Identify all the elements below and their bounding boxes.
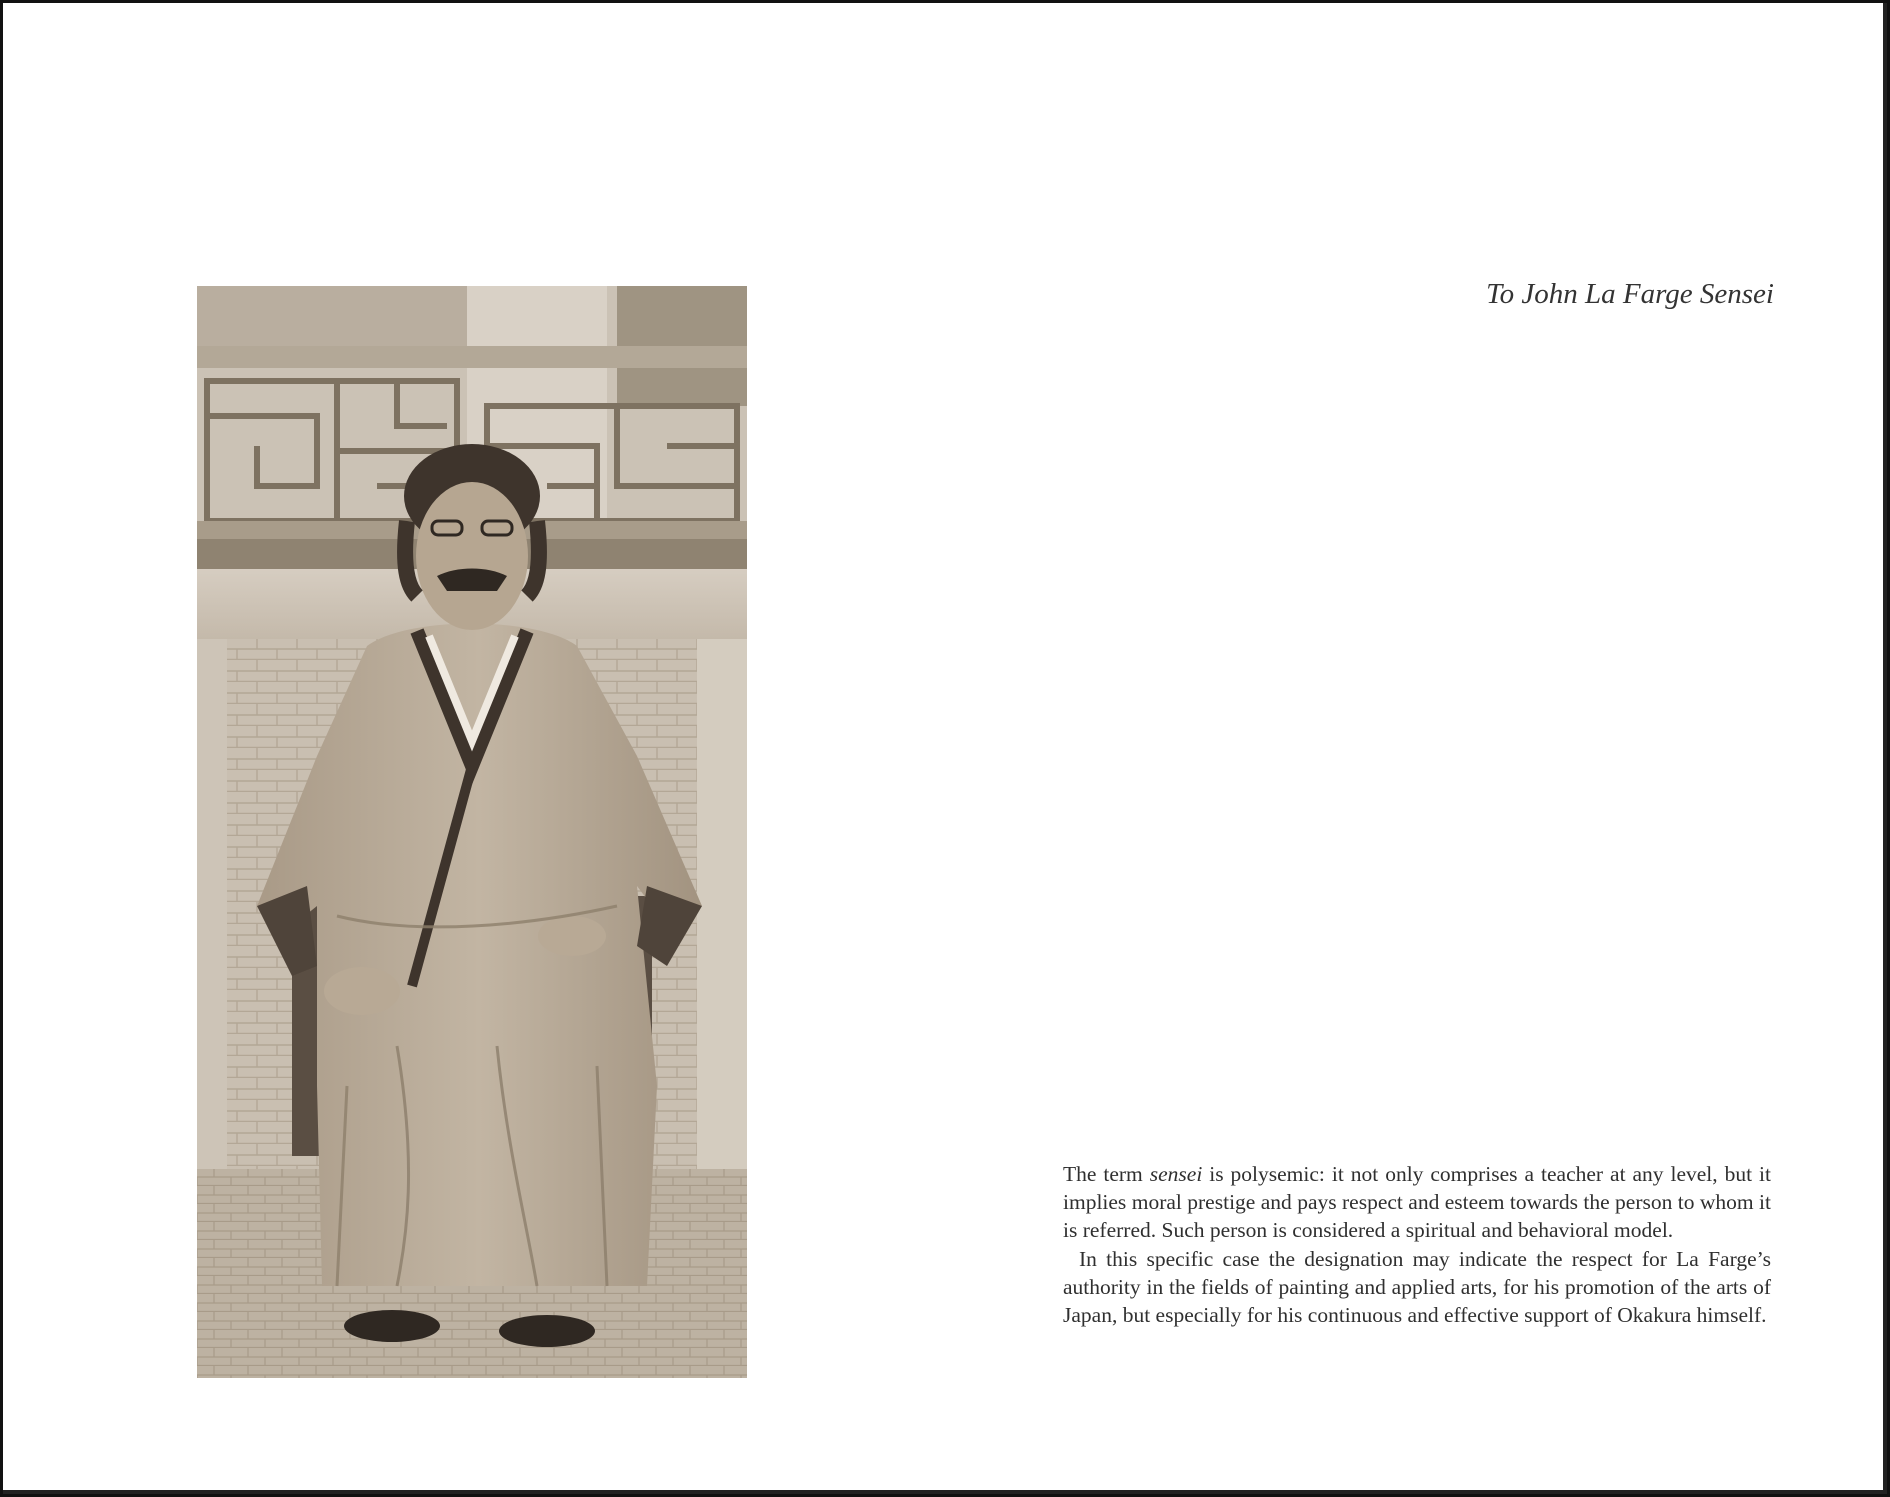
note-p1-before: The term bbox=[1063, 1162, 1150, 1186]
note-p1-after: is polysemic: it not only comprises a teacher at any level, but it implies moral prestige and pays respect and esteem towards the person to whom it is referred. Such person is considered a spiritual and behavioral model. bbox=[1063, 1162, 1771, 1243]
portrait-photo bbox=[197, 286, 747, 1378]
note-paragraph-1 bbox=[1063, 1160, 1771, 1245]
portrait-illustration bbox=[197, 286, 747, 1378]
dedication: To John La Farge Sensei bbox=[1486, 278, 1774, 310]
note-p1-term: sensei bbox=[1149, 1162, 1203, 1186]
right-page bbox=[945, 0, 1890, 1497]
note-paragraph-2: In this specific case the designation may indicate the respect for La Farge’s authority in the fields of painting and applied arts, for his promotion of the arts of Japan, but especially for his continuous and effective support of Okakura himself. bbox=[1063, 1246, 1771, 1328]
sensei-footnote bbox=[1063, 1160, 1771, 1329]
